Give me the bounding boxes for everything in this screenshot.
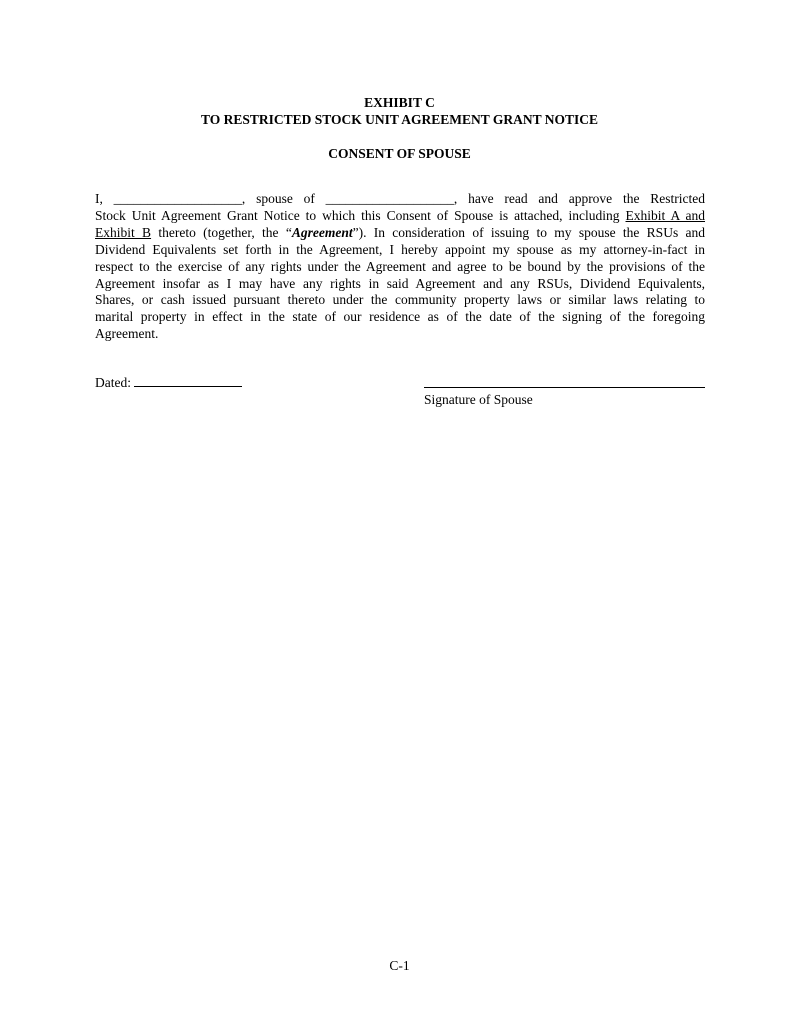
exhibit-title: EXHIBIT C [364, 95, 435, 110]
agreement-defined-term: Agreement [291, 224, 353, 240]
paragraph-line-7: Shares, or cash issued pursuant thereto under the community property laws or similar laws relating to [95, 292, 705, 308]
paragraph-line-3-text-end: ”). In consideration of issuing to my spouse the RSUs and [352, 224, 705, 240]
paragraph-line-2 [95, 208, 705, 225]
consent-paragraph [95, 191, 705, 343]
paragraph-line-4: Dividend Equivalents set forth in the Agreement, I hereby appoint my spouse as my attorney-in-fact in [95, 241, 705, 257]
dated-row [95, 374, 242, 391]
exhibit-a-reference: Exhibit A and [625, 207, 706, 223]
signature-line [424, 387, 705, 388]
exhibit-subtitle: TO RESTRICTED STOCK UNIT AGREEMENT GRANT NOTICE [200, 112, 599, 127]
paragraph-line-9: Agreement. [95, 326, 159, 342]
paragraph-line-5: respect to the exercise of any rights under the Agreement and agree to be bound by the provisions of the [95, 258, 705, 274]
consent-title: CONSENT OF SPOUSE [328, 146, 471, 161]
date-blank-line [134, 374, 242, 387]
paragraph-line-2-text: Stock Unit Agreement Grant Notice to which this Consent of Spouse is attached, including [95, 207, 626, 223]
page-number: C-1 [389, 958, 410, 973]
paragraph-line-8: marital property in effect in the state of our residence as of the date of the signing of the foregoing [95, 309, 705, 325]
paragraph-line-1: I, ___________________, spouse of ___________________, have read and approve the Restricted [95, 191, 705, 206]
exhibit-b-reference: Exhibit B [95, 224, 152, 240]
paragraph-line-3-text: thereto (together, the “ [151, 224, 292, 240]
paragraph-line-3 [95, 225, 705, 242]
paragraph-line-6: Agreement insofar as I may have any rights in said Agreement and any RSUs, Dividend Equivalents, [95, 275, 705, 291]
dated-label: Dated: [95, 375, 131, 390]
signature-label: Signature of Spouse [424, 392, 533, 407]
